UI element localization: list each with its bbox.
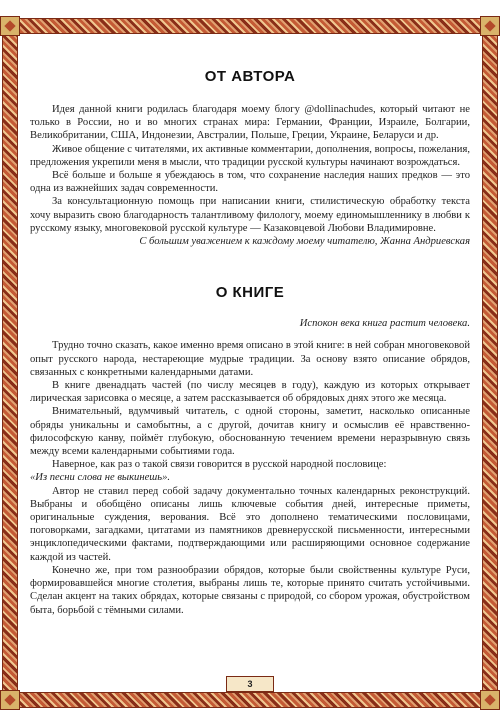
paragraph: В книге двенадцать частей (по числу месяцев в году), каждую из которых открывает лирическая зарисовка о месяце, а затем рассказывается об обрядовых днях этого же месяца.	[30, 380, 470, 405]
paragraph: Живое общение с читателями, их активные комментарии, дополнения, вопросы, пожелания, предложения укрепили меня в мысли, что традиции русской культуры начинают возрождаться.	[30, 143, 470, 168]
section-title-author: ОТ АВТОРА	[204, 68, 296, 85]
book-section-body	[30, 339, 470, 616]
proverb: «Из песни слова не выкинешь».	[30, 472, 171, 484]
author-signature: С большим уважением к каждому моему читателю, Жанна Андриевская	[139, 236, 470, 248]
paragraph: Идея данной книги родилась благодаря моему блогу @dollinachudes, который читают не только в России, но и во многих странах мира: Германии, Франции, Израиле, Болгарии, Великобритании, США, Индонезии, Австралии, Польше, Греции, Украине, Беларуси и др.	[30, 104, 470, 142]
paragraph: Всё больше и больше я убеждаюсь в том, что сохранение наследия наших предков — это одна из важнейших задач современности.	[30, 170, 470, 195]
paragraph: Трудно точно сказать, какое именно время описано в этой книге: в ней собран многовековой опыт русского народа, нестареющие мудрые традиции. За основу взято описание обрядов, связанных с конкретными календарными датами.	[30, 340, 470, 378]
paragraph: За консультационную помощь при написании книги, стилистическую обработку текста хочу выразить свою благодарность талантливому филологу, моему единомышленнику в любви к русскому языку, многовековой русской культуре — Казаковцевой Любови Владимировне.	[30, 196, 470, 234]
section-title-book: О КНИГЕ	[215, 284, 285, 302]
corner-ornament-top-left	[0, 16, 20, 36]
paragraph: Автор не ставил перед собой задачу документально точных календарных реконструкций. Выбраны и обобщёно описаны лишь ключевые события дней, интересные приметы, оригинальные суждения, верования. Всё это дополнено тематическими пословицами, поговорками, загадками, цитатами из памятников древнерусской письменности, интересными энциклопедическими фактами, подтверждающими или расширяющими основное содержание каждой из частей.	[30, 485, 470, 563]
page-number: 3	[226, 676, 274, 692]
page-content	[30, 50, 470, 617]
corner-ornament-bottom-right	[480, 690, 500, 710]
paragraph: Конечно же, при том разнообразии обрядов, которые были свойственны культуре Руси, формировавшейся многие столетия, выбраны лишь те, которые принято считать устойчивыми. Сделан акцент на таких обрядах, которые связаны с природой, со сбором урожая, обустройством быта, борьбой с тёмными силами.	[30, 564, 470, 616]
epigraph: Испокон века книга растит человека.	[299, 318, 470, 330]
paragraph: Наверное, как раз о такой связи говорится в русской народной пословице:	[52, 459, 387, 471]
corner-ornament-top-right	[480, 16, 500, 36]
author-section-body	[30, 103, 470, 248]
paragraph: Внимательный, вдумчивый читатель, с одной стороны, заметит, насколько описанные обряды уникальны и самобытны, а с другой, дочитав книгу и осмыслив её нравственно-философскую канву, поймёт глубокую, обоснованную течением времени неразрывную связь между всеми календарными событиями года.	[30, 406, 470, 458]
corner-ornament-bottom-left	[0, 690, 20, 710]
